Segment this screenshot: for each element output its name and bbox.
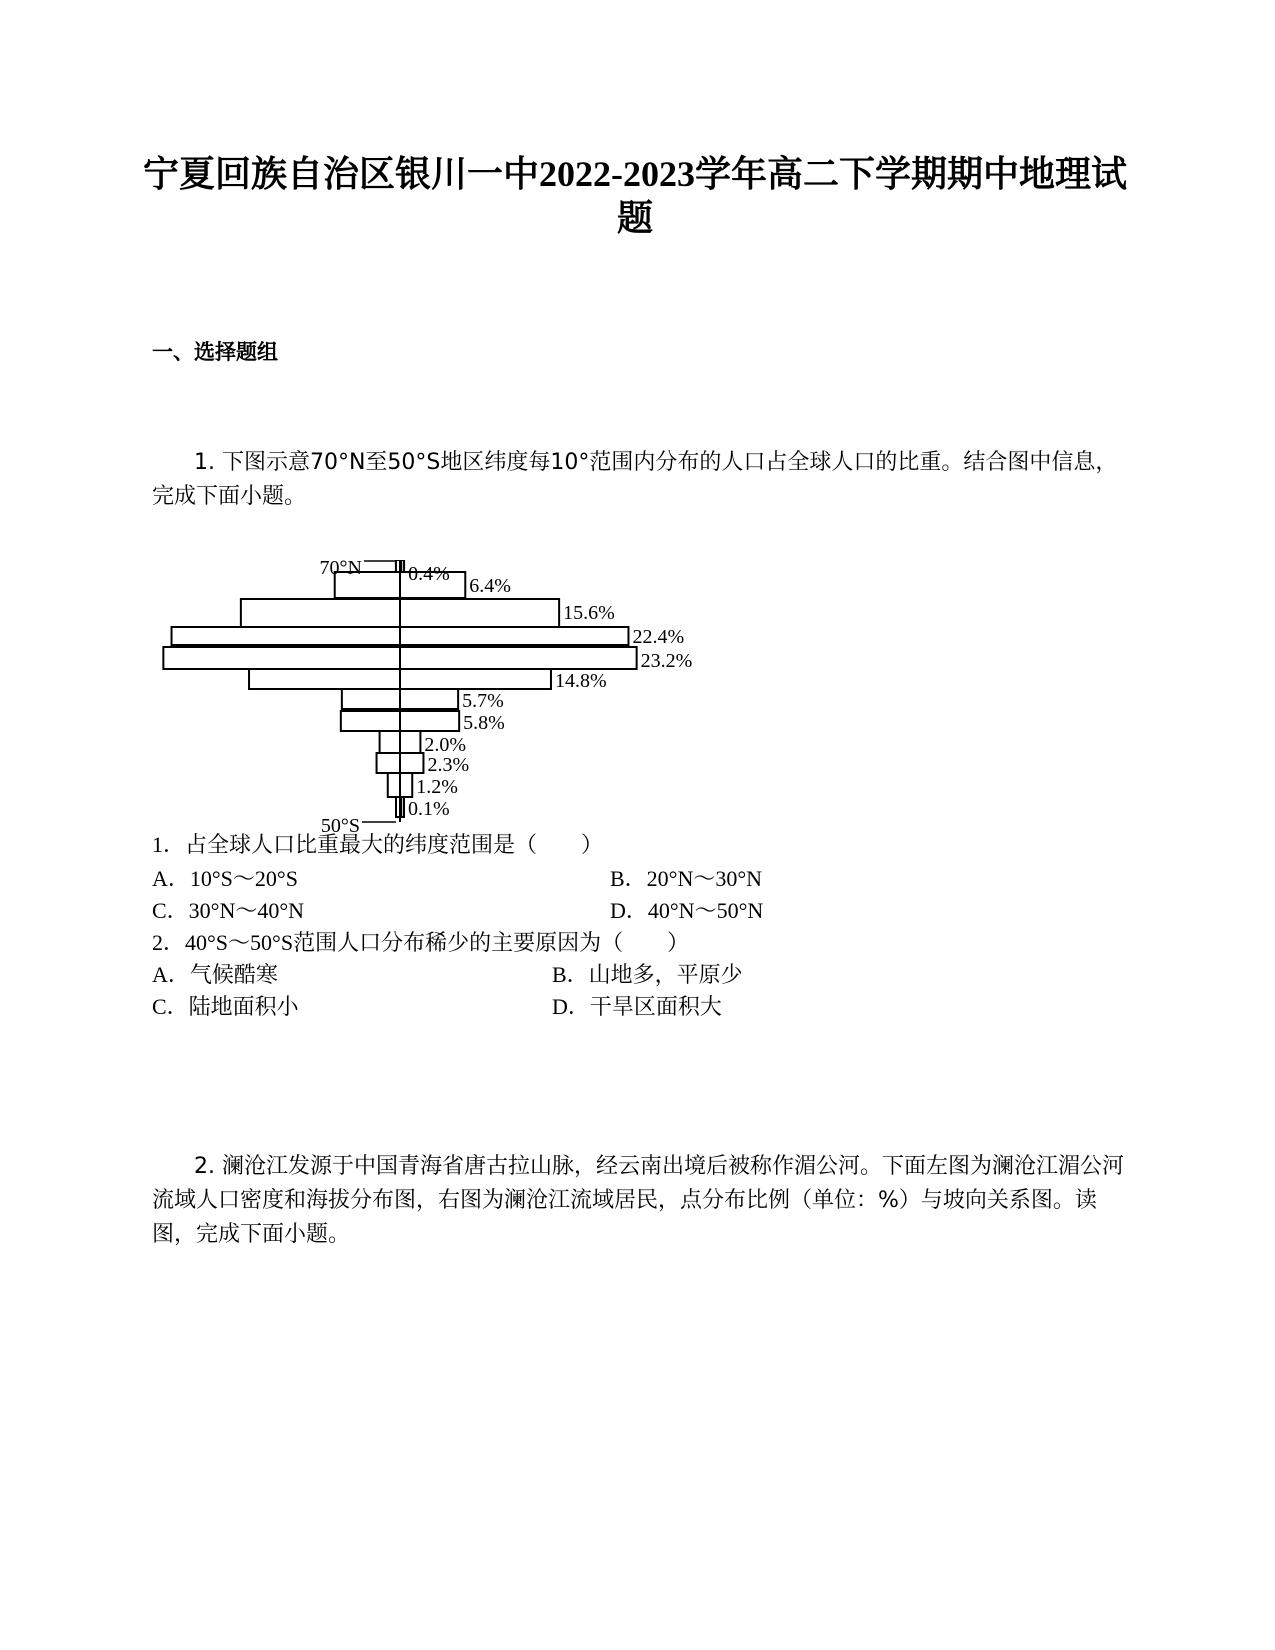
value-label: 2.3%: [427, 754, 470, 776]
section-heading: 一、选择题组: [152, 340, 278, 364]
bottom-latitude-label: 50°S: [320, 815, 360, 835]
value-label: 2.0%: [424, 734, 467, 756]
question-1-option-c[interactable]: C．30°N～40°N: [152, 898, 305, 923]
question-1-option-a[interactable]: A．10°S～20°S: [152, 866, 298, 891]
group1-intro: 1. 下图示意70°N至50°S地区纬度每10°范围内分布的人口占全球人口的比重。结合图中信息，完成下面小题。: [152, 450, 1118, 509]
question-2-stem: 2．40°S～50°S范围人口分布稀少的主要原因为（ ）: [152, 930, 690, 955]
value-label: 5.8%: [463, 712, 505, 734]
value-label: 1.2%: [416, 776, 458, 798]
question-2-option-a[interactable]: A．气候酷寒: [152, 962, 278, 987]
value-label: 0.1%: [408, 798, 450, 820]
value-label: 6.4%: [469, 575, 511, 597]
question-2-option-c[interactable]: C．陆地面积小: [152, 994, 299, 1019]
group2-intro: 2. 澜沧江发源于中国青海省唐古拉山脉，经云南出境后被称作湄公河。下面左图为澜沧江湄公河流域人口密度和海拔分布图，右图为澜沧江流域居民，点分布比例（单位：%）与坡向关系图。读图，完成下面小题。: [152, 1154, 1124, 1247]
document-title: 宁夏回族自治区银川一中2022-2023学年高二下学期期中地理试题: [143, 154, 1127, 238]
question-2-option-b[interactable]: B．山地多，平原少: [552, 962, 743, 987]
question-1-option-d[interactable]: D．40°N～50°N: [610, 898, 764, 923]
question-1-option-b[interactable]: B．20°N～30°N: [610, 866, 763, 891]
value-label: 23.2%: [640, 650, 693, 672]
value-label: 22.4%: [632, 626, 685, 648]
value-label: 5.7%: [462, 690, 504, 712]
question-1-stem: 1．占全球人口比重最大的纬度范围是（ ）: [152, 832, 604, 857]
top-latitude-label: 70°N: [319, 560, 362, 579]
value-label: 15.6%: [563, 602, 615, 624]
question-2-option-d[interactable]: D．干旱区面积大: [552, 994, 722, 1019]
value-label: 0.4%: [408, 563, 450, 585]
value-label: 14.8%: [554, 670, 607, 692]
population-latitude-chart: [160, 560, 740, 835]
